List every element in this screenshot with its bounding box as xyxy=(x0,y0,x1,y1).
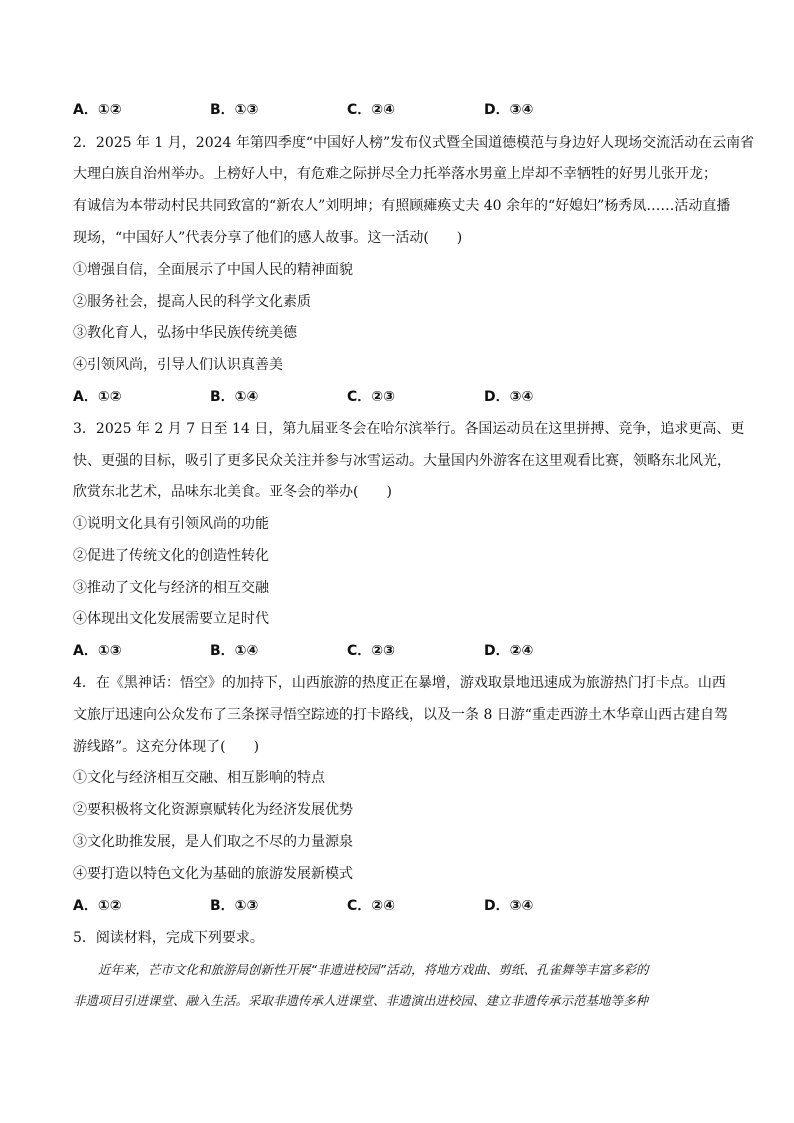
q2-item: ①增强自信，全面展示了中国人民的精神面貌 xyxy=(73,262,353,278)
q1-option-c[interactable]: C．②④ xyxy=(347,102,395,118)
q1-option-a[interactable]: A．①② xyxy=(73,102,122,118)
q5-stem: 5．阅读材料，完成下列要求。 xyxy=(73,930,264,946)
q2-option-b[interactable]: B．①④ xyxy=(210,389,259,405)
q3-item: ③推动了文化与经济的相互交融 xyxy=(73,580,269,596)
q3-option-b[interactable]: B．①④ xyxy=(210,643,259,659)
q2-option-c[interactable]: C．②③ xyxy=(347,389,395,405)
q3-stem-line: 3．2025 年 2 月 7 日至 14 日，第九届亚冬会在哈尔滨举行。各国运动员在这里拼搏、竞争，追求更高、更 xyxy=(73,421,745,437)
q4-option-b[interactable]: B．①③ xyxy=(210,898,259,914)
q3-item: ④体现出文化发展需要立足时代 xyxy=(73,611,269,627)
q3-option-c[interactable]: C．②③ xyxy=(347,643,395,659)
q1-option-b[interactable]: B．①③ xyxy=(210,102,259,118)
q2-item: ②服务社会，提高人民的科学文化素质 xyxy=(73,294,311,310)
q4-item: ③文化助推发展，是人们取之不尽的力量源泉 xyxy=(73,834,353,850)
q3-stem-line: 快、更强的目标，吸引了更多民众关注并参与冰雪运动。大量国内外游客在这里观看比赛，领略东北风光， xyxy=(73,453,731,469)
q4-option-d[interactable]: D．③④ xyxy=(484,898,534,914)
q4-item: ②要积极将文化资源禀赋转化为经济发展优势 xyxy=(73,802,353,818)
q3-item: ②促进了传统文化的创造性转化 xyxy=(73,548,269,564)
q4-option-c[interactable]: C．②④ xyxy=(347,898,395,914)
q2-option-d[interactable]: D．③④ xyxy=(484,389,534,405)
q4-stem-line: 游线路”。这充分体现了( ) xyxy=(73,739,260,755)
q3-option-a[interactable]: A．①③ xyxy=(73,643,122,659)
q2-stem-line: 有诚信为本带动村民共同致富的“新农人”刘明坤；有照顾瘫痪丈夫 40 余年的“好媳妇”杨秀凤……活动直播 xyxy=(73,198,731,214)
q4-item: ①文化与经济相互交融、相互影响的特点 xyxy=(73,770,325,786)
q4-item: ④要打造以特色文化为基础的旅游发展新模式 xyxy=(73,866,353,882)
q3-stem-line: 欣赏东北艺术，品味东北美食。亚冬会的举办( ) xyxy=(73,484,392,500)
q2-item: ③教化育人，弘扬中华民族传统美德 xyxy=(73,325,297,341)
q3-item: ①说明文化具有引领风尚的功能 xyxy=(73,516,269,532)
q1-option-d[interactable]: D．③④ xyxy=(484,102,534,118)
q4-stem-line: 4．在《黑神话：悟空》的加持下，山西旅游的热度正在暴增，游戏取景地迅速成为旅游热门打卡点。山西 xyxy=(73,675,726,691)
q5-material-line: 非遗项目引进课堂、融入生活。采取非遗传承人进课堂、非遗演出进校园、建立非遗传承示范基地等多种 xyxy=(73,993,649,1008)
q4-stem-line: 文旅厅迅速向公众发布了三条探寻悟空踪迹的打卡路线，以及一条 8 日游“重走西游土木华章山西古建自驾 xyxy=(73,707,728,723)
q5-material-line: 近年来，芒市文化和旅游局创新性开展“非遗进校园”活动，将地方戏曲、剪纸、孔雀舞等丰富多彩的 xyxy=(73,962,649,977)
q4-option-a[interactable]: A．①② xyxy=(73,898,122,914)
q2-stem-line: 大理白族自治州举办。上榜好人中，有危难之际拼尽全力托举落水男童上岸却不幸牺牲的好男儿张开龙； xyxy=(73,166,717,182)
q3-option-d[interactable]: D．②④ xyxy=(484,643,534,659)
q2-stem-line: 现场，“中国好人”代表分享了他们的感人故事。这一活动( ) xyxy=(73,230,463,246)
q2-option-a[interactable]: A．①② xyxy=(73,389,122,405)
q2-item: ④引领风尚，引导人们认识真善美 xyxy=(73,357,283,373)
q2-stem-line: 2．2025 年 1 月，2024 年第四季度“中国好人榜”发布仪式暨全国道德模范与身边好人现场交流活动在云南省 xyxy=(73,135,755,151)
